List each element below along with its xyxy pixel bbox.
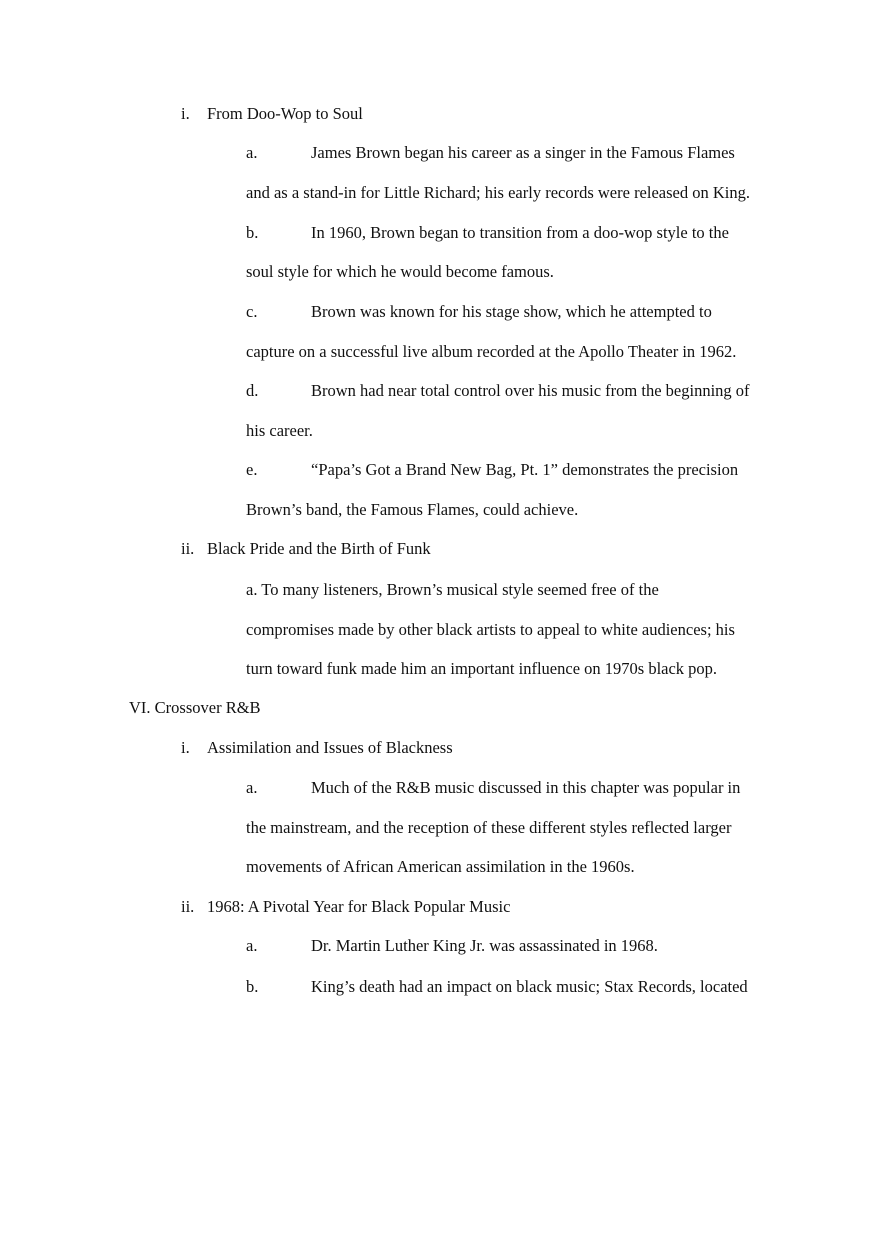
major-heading-crossover-rnb: VI. Crossover R&B xyxy=(129,698,261,717)
roman-numeral: i. xyxy=(181,738,190,757)
item-letter: d. xyxy=(246,381,259,400)
roman-numeral: ii. xyxy=(181,539,195,558)
item-letter: a. xyxy=(246,936,258,955)
item-text-continued: the mainstream, and the reception of these different styles reflected larger xyxy=(246,818,732,837)
item-text: Dr. Martin Luther King Jr. was assassinated in 1968. xyxy=(311,936,658,955)
item-letter: a. xyxy=(246,778,258,797)
paragraph-line: turn toward funk made him an important influence on 1970s black pop. xyxy=(246,659,718,678)
item-text-continued: movements of African American assimilation in the 1960s. xyxy=(246,857,635,876)
item-text: “Papa’s Got a Brand New Bag, Pt. 1” demonstrates the precision xyxy=(311,460,739,479)
item-text-continued: soul style for which he would become famous. xyxy=(246,262,554,281)
item-text: King’s death had an impact on black music; Stax Records, located xyxy=(311,977,748,996)
paragraph-line: a. To many listeners, Brown’s musical style seemed free of the xyxy=(246,580,659,599)
section-heading: From Doo-Wop to Soul xyxy=(207,104,363,123)
roman-numeral: ii. xyxy=(181,897,195,916)
item-text-continued: and as a stand-in for Little Richard; his early records were released on King. xyxy=(246,183,750,202)
item-text: In 1960, Brown began to transition from a doo-wop style to the xyxy=(311,223,729,242)
item-letter: a. xyxy=(246,143,258,162)
item-text-continued: Brown’s band, the Famous Flames, could achieve. xyxy=(246,500,579,519)
section-heading: Black Pride and the Birth of Funk xyxy=(207,539,431,558)
item-text: Brown was known for his stage show, which he attempted to xyxy=(311,302,712,321)
roman-numeral: i. xyxy=(181,104,190,123)
item-text: James Brown began his career as a singer in the Famous Flames xyxy=(311,143,735,162)
item-letter: e. xyxy=(246,460,258,479)
item-text-continued: capture on a successful live album recorded at the Apollo Theater in 1962. xyxy=(246,342,737,361)
section-heading: 1968: A Pivotal Year for Black Popular Music xyxy=(207,897,511,916)
item-text: Brown had near total control over his music from the beginning of xyxy=(311,381,750,400)
item-text: Much of the R&B music discussed in this chapter was popular in xyxy=(311,778,741,797)
item-letter: b. xyxy=(246,977,259,996)
item-letter: c. xyxy=(246,302,258,321)
item-text-continued: his career. xyxy=(246,421,313,440)
item-letter: b. xyxy=(246,223,259,242)
section-heading: Assimilation and Issues of Blackness xyxy=(207,738,453,757)
paragraph-line: compromises made by other black artists to appeal to white audiences; his xyxy=(246,620,735,639)
